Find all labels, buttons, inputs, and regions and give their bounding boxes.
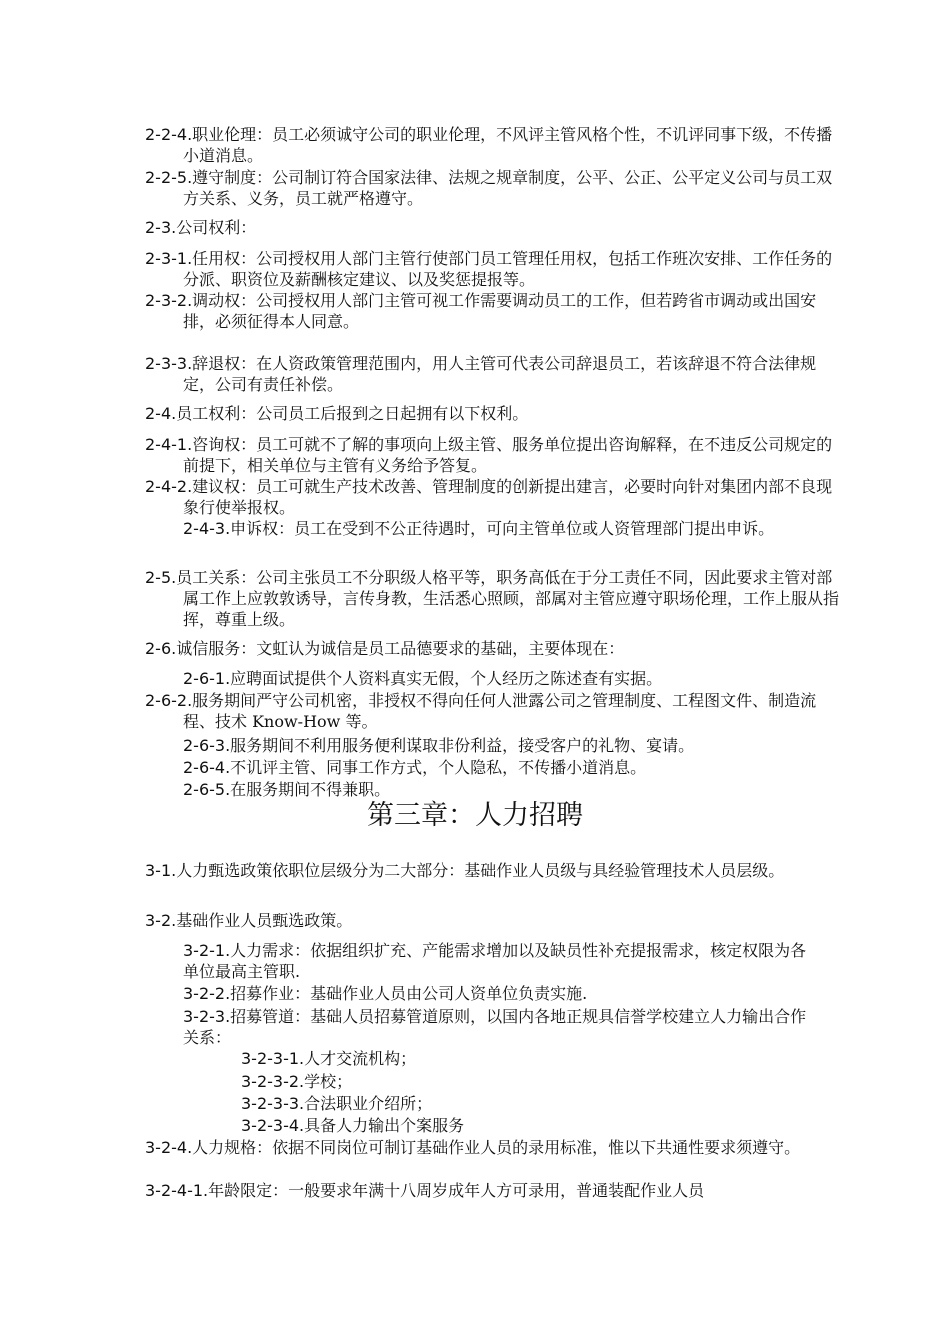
clause-number: 3-1. [145,861,177,880]
clause-number: 2-4-1. [145,435,193,454]
paragraph-2-5 [145,567,848,630]
paragraph-3-2-3-4 [241,1115,801,1136]
clause-text: 职业伦理：员工必须诚守公司的职业伦理，不风评主管风格个性，不讥评同事下级，不传播小道消息。 [183,125,833,165]
clause-text: 学校； [304,1072,353,1091]
paragraph-3-2 [145,910,848,931]
clause-number: 2-4-2. [145,477,193,496]
clause-number: 2-3-1. [145,249,193,268]
clause-number: 2-3-2. [145,291,193,310]
clause-text: 人才交流机构； [304,1049,417,1068]
paragraph-2-6-2 [145,690,848,732]
clause-text: 年龄限定：一般要求年满十八周岁成年人方可录用，普通装配作业人员 [208,1181,705,1200]
paragraph-3-2-3-3 [241,1093,801,1114]
clause-number: 2-3-3. [145,354,193,373]
clause-number: 2-6-4. [183,758,231,777]
paragraph-3-2-3 [183,1006,810,1048]
paragraph-2-6-4 [183,757,810,778]
clause-text: 咨询权：员工可就不了解的事项向上级主管、服务单位提出咨询解释，在不违反公司规定的前提下，相关单位与主管有义务给予答复。 [183,435,833,475]
chapter-title: 第三章：人力招聘 [367,800,583,831]
paragraph-3-2-2 [183,983,810,1004]
paragraph-3-2-3-1 [241,1048,801,1069]
paragraph-2-2-5 [145,167,848,209]
clause-number: 3-2. [145,911,177,930]
clause-number: 2-4. [145,404,177,423]
paragraph-2-6-5 [183,779,810,800]
clause-text: 具备人力输出个案服务 [304,1116,465,1135]
paragraph-2-3 [145,217,848,238]
clause-text: 服务期间严守公司机密，非授权不得向任何人泄露公司之管理制度、工程图文件、制造流程、技术 Know-How 等。 [183,691,817,731]
clause-text: 应聘面试提供个人资料真实无假，个人经历之陈述查有实据。 [230,669,663,688]
paragraph-3-2-4-1 [145,1180,848,1201]
paragraph-2-2-4 [145,124,848,166]
clause-text: 建议权：员工可就生产技术改善、管理制度的创新提出建言，必要时向针对集团内部不良现象行使举报权。 [183,477,833,517]
clause-number: 3-2-3-1. [241,1049,305,1068]
paragraph-2-4-2 [145,476,848,518]
clause-text: 基础作业人员甄选政策。 [176,911,353,930]
clause-text: 服务期间不利用服务便利谋取非份利益，接受客户的礼物、宴请。 [230,736,695,755]
clause-text: 招募作业：基础作业人员由公司人资单位负责实施. [230,984,588,1003]
paragraph-3-2-3-2 [241,1071,801,1092]
paragraph-3-2-4 [145,1137,848,1158]
clause-text: 招募管道：基础人员招募管道原则，以国内各地正规具信誉学校建立人力输出合作关系： [183,1007,807,1047]
clause-number: 3-2-4-1. [145,1181,209,1200]
clause-number: 2-2-4. [145,125,193,144]
clause-number: 2-6-1. [183,669,231,688]
clause-text: 不讥评主管、同事工作方式，个人隐私，不传播小道消息。 [230,758,647,777]
clause-text: 人力规格：依据不同岗位可制订基础作业人员的录用标准，惟以下共通性要求须遵守。 [192,1138,801,1157]
clause-number: 3-2-1. [183,941,231,960]
paragraph-2-4-3 [183,518,810,539]
clause-text: 员工权利：公司员工后报到之日起拥有以下权利。 [176,404,529,423]
clause-text: 遵守制度：公司制订符合国家法律、法规之规章制度，公平、公正、公平定义公司与员工双方关系、义务，员工就严格遵守。 [183,168,833,208]
clause-text: 人力甄选政策依职位层级分为二大部分：基础作业人员级与具经验管理技术人员层级。 [176,861,785,880]
paragraph-2-4 [145,403,848,424]
paragraph-2-3-1 [145,248,848,290]
clause-text: 调动权：公司授权用人部门主管可视工作需要调动员工的工作，但若跨省市调动或出国安排，必须征得本人同意。 [183,291,817,331]
clause-text: 人力需求：依据组织扩充、产能需求增加以及缺员性补充提报需求，核定权限为各单位最高主管职. [183,941,807,981]
paragraph-2-6 [145,638,848,659]
clause-number: 2-3. [145,218,177,237]
clause-number: 3-2-4. [145,1138,193,1157]
clause-number: 3-2-3. [183,1007,231,1026]
clause-number: 2-6-5. [183,780,231,799]
paragraph-2-4-1 [145,434,848,476]
clause-number: 2-6-2. [145,691,193,710]
clause-number: 3-2-3-4. [241,1116,305,1135]
clause-number: 3-2-3-2. [241,1072,305,1091]
clause-text: 任用权：公司授权用人部门主管行使部门员工管理任用权，包括工作班次安排、工作任务的分派、职资位及薪酬核定建议、以及奖惩提报等。 [183,249,833,289]
clause-number: 3-2-2. [183,984,231,1003]
clause-number: 2-2-5. [145,168,193,187]
clause-text: 诚信服务：文虹认为诚信是员工品德要求的基础，主要体现在： [176,639,625,658]
paragraph-2-6-3 [183,735,810,756]
clause-text: 公司权利： [176,218,257,237]
clause-text: 申诉权：员工在受到不公正待遇时，可向主管单位或人资管理部门提出申诉。 [230,519,775,538]
paragraph-3-2-1 [183,940,810,982]
clause-text: 合法职业介绍所； [304,1094,433,1113]
clause-number: 2-6. [145,639,177,658]
clause-number: 2-5. [145,568,177,587]
clause-number: 2-4-3. [183,519,231,538]
clause-number: 3-2-3-3. [241,1094,305,1113]
paragraph-2-6-1 [183,668,810,689]
paragraph-2-3-3 [145,353,848,395]
clause-text: 辞退权：在人资政策管理范围内，用人主管可代表公司辞退员工，若该辞退不符合法律规定，公司有责任补偿。 [183,354,817,394]
paragraph-3-1 [145,860,848,881]
clause-number: 2-6-3. [183,736,231,755]
paragraph-2-3-2 [145,290,848,332]
clause-text: 在服务期间不得兼职。 [230,780,391,799]
clause-text: 员工关系：公司主张员工不分职级人格平等，职务高低在于分工责任不同，因此要求主管对部属工作上应敦敦诱导，言传身教，生活悉心照顾，部属对主管应遵守职场伦理，工作上服从指挥，尊重上级。 [176,568,840,629]
